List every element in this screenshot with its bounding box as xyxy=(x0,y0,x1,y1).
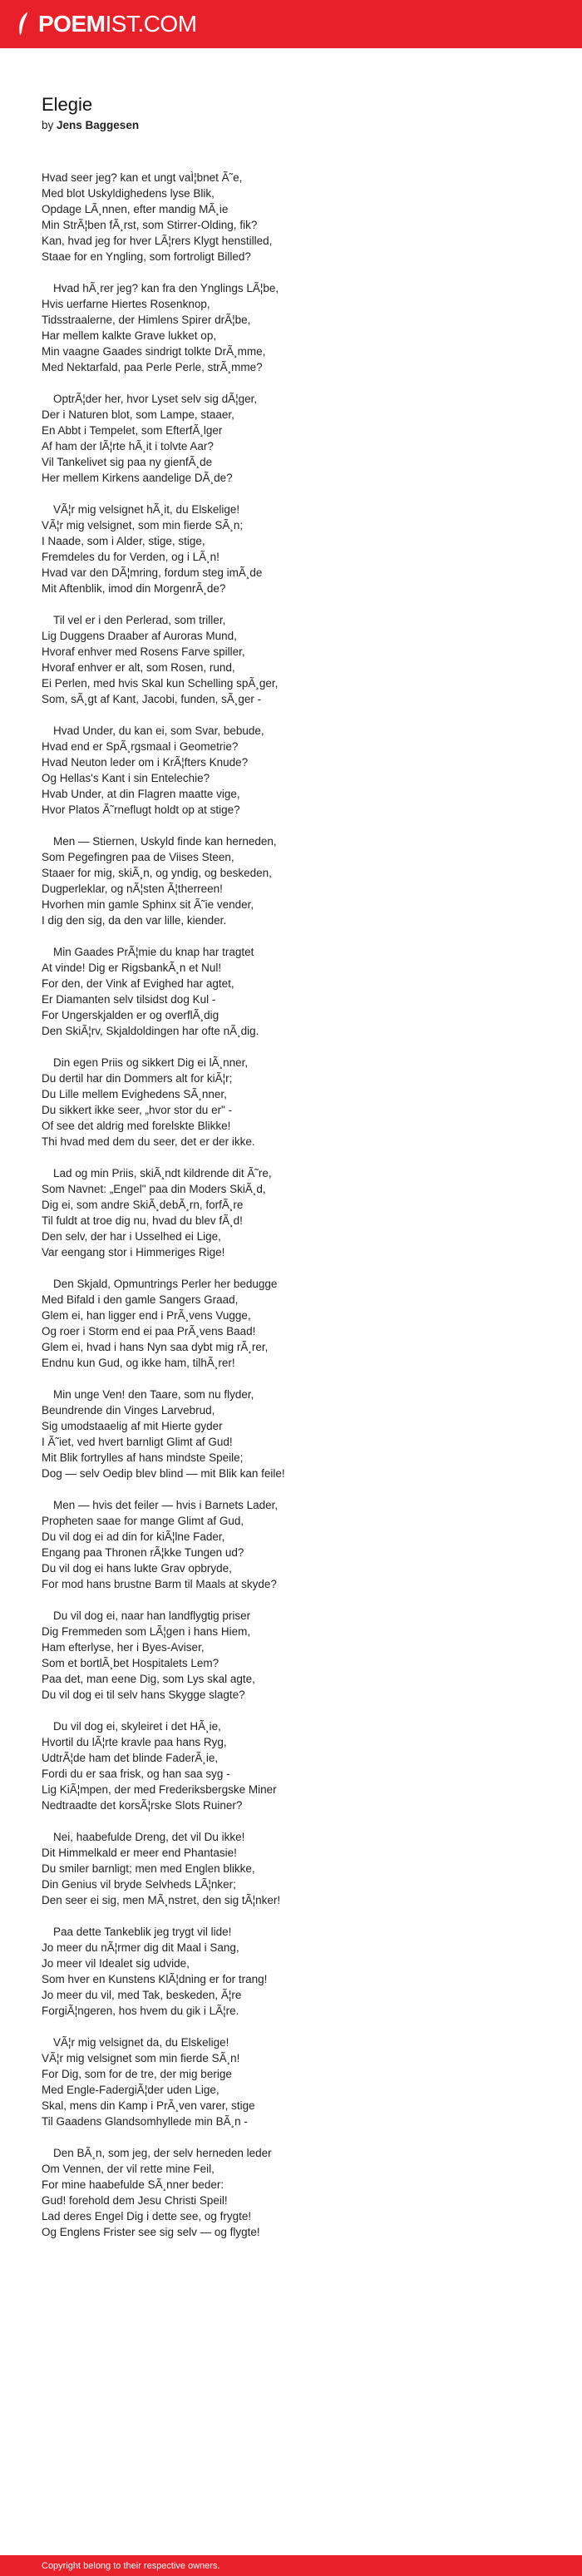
poem-stanza xyxy=(42,1387,557,1481)
logo-text xyxy=(38,10,197,38)
poem-line: Nei, haabefulde Dreng, det vil Du ikke! xyxy=(53,1831,245,1843)
poem-line: Min StrÃ¦ben fÃ¸rst, som Stirrer-Olding, fik? xyxy=(42,219,258,231)
poem-line: Min Gaades PrÃ¦mie du knap har tragtet xyxy=(53,946,254,958)
poem-line: Til vel er i den Perlerad, som triller, xyxy=(53,614,226,626)
poem-line: Den SkiÃ¦rv, Skjaldoldingen har ofte nÃ¸dig. xyxy=(42,1025,259,1037)
poem-line: Staae for en Yngling, som fortroligt Billed? xyxy=(42,250,251,263)
logo-text-bold: POEM xyxy=(38,11,106,37)
poem-line: Hvab Under, at din Flagren maatte vige, xyxy=(42,788,240,800)
poem-line: Hvorhen min gamle Sphinx sit Ã˜ie vender, xyxy=(42,898,254,911)
byline-prefix: by xyxy=(42,119,54,131)
poem-line: Som, sÃ¸gt af Kant, Jacobi, funden, sÃ¸ger - xyxy=(42,693,262,705)
poem-line: VÃ¦r mig velsignet hÃ¸it, du Elskelige! xyxy=(53,503,240,516)
poem-line: Jo meer du nÃ¦rmer dig dit Maal i Sang, xyxy=(42,1941,239,1954)
poem-line: Du vil dog ei, skyleiret i det HÃ¸ie, xyxy=(53,1720,221,1733)
poem-line: Der i Naturen blot, som Lampe, staaer, xyxy=(42,408,234,421)
poem-stanza xyxy=(42,944,557,1039)
poem-line: Jo meer vil Idealet sig udvide, xyxy=(42,1957,190,1970)
poem-line: Du vil dog ei ad din for kiÃ¦lne Fader, xyxy=(42,1530,225,1543)
poem-line: Til Gaadens Glandsomhyllede min BÃ¸n - xyxy=(42,2115,248,2128)
poem-stanza xyxy=(42,1608,557,1703)
poem-line: Sig umodstaaelig af mit Hierte gyder xyxy=(42,1420,223,1432)
poem-line: Dog — selv Oedip blev blind — mit Blik kan feile! xyxy=(42,1467,285,1480)
poem-line: UdtrÃ¦de ham det blinde FaderÃ¸ie, xyxy=(42,1752,219,1764)
poem-stanza xyxy=(42,1276,557,1371)
site-footer xyxy=(0,2555,582,2576)
poem-line: Dit Himmelkald er meer end Phantasie! xyxy=(42,1847,237,1859)
poem-line: Dugperleklar, og nÃ¦sten Ã¦therreen! xyxy=(42,883,223,895)
poem-stanza xyxy=(42,1165,557,1260)
poem-line: Thi hvad med dem du seer, det er der ikke. xyxy=(42,1135,255,1148)
poem-line: Paa det, man eene Dig, som Lys skal agte, xyxy=(42,1673,255,1685)
poem-line: Men — Stiernen, Uskyld finde kan herneden, xyxy=(53,835,277,848)
poem-line: Og Englens Frister see sig selv — og flygte! xyxy=(42,2226,260,2238)
poem-line: Og roer i Storm end ei paa PrÃ¸vens Baad! xyxy=(42,1325,256,1337)
poem-line: Du vil dog ei, naar han landflygtig priser xyxy=(53,1609,251,1622)
poem-title: Elegie xyxy=(42,94,93,115)
poem-line: Kan, hvad jeg for hver LÃ¦rers Klygt henstilled, xyxy=(42,235,273,247)
poem-line: Du vil dog ei til selv hans Skygge slagte? xyxy=(42,1688,245,1701)
poem-stanza xyxy=(42,391,557,486)
poem-line: Din Genius vil bryde Selvheds LÃ¦nker; xyxy=(42,1878,236,1891)
poem-line: For den, der Vink af Evighed har agtet, xyxy=(42,977,234,990)
poem-line: Nedtraadte det korsÃ¦rske Slots Ruiner? xyxy=(42,1799,243,1812)
poem-line: Du vil dog ei hans lukte Grav opbryde, xyxy=(42,1562,232,1575)
poem-line: For Dig, som for de tre, der mig berige xyxy=(42,2068,232,2080)
poem-line: For mine haabefulde SÃ¸nner beder: xyxy=(42,2178,224,2191)
poem-line: Af ham der lÃ¦rte hÃ¸it i tolvte Aar? xyxy=(42,440,214,452)
poem-line: VÃ¦r mig velsignet, som min fierde SÃ¸n; xyxy=(42,519,244,532)
poem-line: Hvad Neuton leder om i KrÃ¦fters Knude? xyxy=(42,756,249,769)
poem-line: Du sikkert ikke seer, „hvor stor du er" - xyxy=(42,1104,233,1116)
poem-line: Hvis uerfarne Hiertes Rosenknop, xyxy=(42,298,210,310)
poem-line: Med blot Uskyldighedens lyse Blik, xyxy=(42,187,215,200)
poem-stanza xyxy=(42,612,557,707)
poem-line: Lig Duggens Draaber af Auroras Mund, xyxy=(42,630,237,642)
poem-line: Hvad end er SpÃ¸rgsmaal i Geometrie? xyxy=(42,740,239,753)
poem-line: Lad deres Engel Dig i dette see, og frygte! xyxy=(42,2210,252,2222)
poem-line: Of see det aldrig med forelskte Blikke! xyxy=(42,1120,231,1132)
poem-line: Din egen Priis og sikkert Dig ei lÃ¸nner, xyxy=(53,1056,249,1069)
poem-line: Opdage LÃ¸nnen, efter mandig MÃ¸ie xyxy=(42,203,229,215)
poem-line: Min vaagne Gaades sindrigt tolkte DrÃ¸mme, xyxy=(42,345,266,358)
poem-stanza xyxy=(42,1924,557,2019)
poem-body xyxy=(42,170,557,2240)
poem-line: Er Diamanten selv tilsidst dog Kul - xyxy=(42,993,216,1006)
poem-stanza xyxy=(42,2145,557,2240)
poem-line: ForgiÃ¦ngeren, hos hvem du gik i LÃ¦re. xyxy=(42,2005,239,2017)
poem-line: Som hver en Kunstens KlÃ¦dning er for trang! xyxy=(42,1973,268,1985)
poem-line: Hvoraf enhver med Rosens Farve spiller, xyxy=(42,645,245,658)
poem-line: Med Bifald i den gamle Sangers Graad, xyxy=(42,1293,239,1306)
poem-line: I Ã˜iet, ved hvert barnligt Glimt af Gud! xyxy=(42,1436,233,1448)
poem-line: Glem ei, hvad i hans Nyn saa dybt mig rÃ¸rer, xyxy=(42,1341,269,1353)
poem-line: Den selv, der har i Usselhed ei Lige, xyxy=(42,1230,221,1243)
poem-stanza xyxy=(42,170,557,265)
poem-line: Endnu kun Gud, og ikke ham, tilhÃ¸rer! xyxy=(42,1357,235,1369)
poem-line: Med Engle-FadergiÃ¦der uden Lige, xyxy=(42,2084,219,2096)
poem-line: At vinde! Dig er RigsbankÃ¸n et Nul! xyxy=(42,962,222,974)
poem-line: Dig Fremmeden som LÃ¦gen i hans Hiem, xyxy=(42,1625,251,1638)
poem-line: Du Lille mellem Evighedens SÃ¸nner, xyxy=(42,1088,227,1100)
poem-line: Til fuldt at troe dig nu, hvad du blev fÃ¸d! xyxy=(42,1214,243,1227)
logo-text-light: IST.COM xyxy=(105,11,197,37)
poem-line: Men — hvis det feiler — hvis i Barnets Lader, xyxy=(53,1499,279,1511)
poem-line: Lad og min Priis, skiÃ¸ndt kildrende dit Ã˜re, xyxy=(53,1167,272,1179)
poem-line: Skal, mens din Kamp i PrÃ¸ven varer, stige xyxy=(42,2099,255,2112)
poem-line: Hvor Platos Ã˜rneflugt holdt op at stige? xyxy=(42,803,240,816)
poem-line: Som Pegefingren paa de Viises Steen, xyxy=(42,851,234,863)
feather-quill-icon xyxy=(17,10,32,38)
poem-line: Hvortil du lÃ¦rte kravle paa hans Ryg, xyxy=(42,1736,227,1748)
poem-line: Hvoraf enhver er alt, som Rosen, rund, xyxy=(42,661,235,674)
poem-line: Beundrende din Vinges Larvebrud, xyxy=(42,1404,215,1417)
poem-line: Du smiler barnligt; men med Englen blikke, xyxy=(42,1862,255,1875)
poem-line: I dig den sig, da den var lille, kiender. xyxy=(42,914,227,927)
poem-line: Mit Blik fortrylles af hans mindste Speile; xyxy=(42,1451,244,1464)
poem-line: Og Hellas's Kant i sin Entelechie? xyxy=(42,772,210,784)
poem-line: Glem ei, han ligger end i PrÃ¸vens Vugge, xyxy=(42,1309,251,1322)
poem-line: Som et bortlÃ¸bet Hospitalets Lem? xyxy=(42,1657,219,1669)
poem-line: Tidsstraalerne, der Himlens Spirer drÃ¦be, xyxy=(42,314,251,326)
site-logo[interactable] xyxy=(17,10,197,38)
poem-line: Den Skjald, Opmuntrings Perler her bedugge xyxy=(53,1278,278,1290)
poem-line: Fordi du er saa frisk, og han saa syg - xyxy=(42,1768,230,1780)
poem-line: Min unge Ven! den Taare, som nu flyder, xyxy=(53,1388,254,1401)
copyright-notice: Copyright belong to their respective owners. xyxy=(42,2561,220,2571)
poem-line: For mod hans brustne Barm til Maals at skyde? xyxy=(42,1578,277,1590)
poem-line: Hvad seer jeg? kan et ungt vaÌ¦bnet Ã˜e, xyxy=(42,171,243,184)
poem-stanza xyxy=(42,833,557,928)
poem-line: Som Navnet: „Engel" paa din Moders SkiÃ¸d, xyxy=(42,1183,266,1195)
poem-stanza xyxy=(42,1718,557,1813)
poem-line: VÃ¦r mig velsignet da, du Elskelige! xyxy=(53,2036,229,2049)
poem-stanza xyxy=(42,1497,557,1592)
poem-line: I Naade, som i Alder, stige, stige, xyxy=(42,535,205,547)
poem-stanza xyxy=(42,2035,557,2129)
poem-line: Den seer ei sig, men MÃ¸nstret, den sig tÃ¦nker! xyxy=(42,1894,281,1906)
poem-line: For Ungerskjalden er og overflÃ¸dig xyxy=(42,1009,219,1021)
poem-line: Lig KiÃ¦mpen, der med Frederiksbergske Miner xyxy=(42,1783,277,1796)
poem-line: Her mellem Kirkens aandelige DÃ¸de? xyxy=(42,472,233,484)
poem-line: Dig ei, som andre SkiÃ¸debÃ¸rn, forfÃ¸re xyxy=(42,1199,244,1211)
poem-line: Hvad var den DÃ¦mring, fordum steg imÃ¸de xyxy=(42,566,263,579)
poem-line: Vil Tankelivet sig paa ny gienfÃ¸de xyxy=(42,456,213,468)
poem-line: OptrÃ¦der her, hvor Lyset selv sig dÃ¦ger, xyxy=(53,393,258,405)
site-header xyxy=(0,0,582,48)
poem-stanza xyxy=(42,723,557,818)
poem-line: Fremdeles du for Verden, og i LÃ¸n! xyxy=(42,551,219,563)
poem-line: Mit Aftenblik, imod din MorgenrÃ¸de? xyxy=(42,582,226,595)
poem-stanza xyxy=(42,1055,557,1150)
poem-content xyxy=(42,93,557,2256)
poem-stanza xyxy=(42,280,557,375)
poem-line: Du dertil har din Dommers alt for kiÃ¦r; xyxy=(42,1072,233,1085)
poem-author[interactable]: Jens Baggesen xyxy=(57,119,140,131)
poem-line: Jo meer du vil, med Tak, beskeden, Ã¦re xyxy=(42,1989,242,2001)
poem-line: VÃ¦r mig velsignet som min fierde SÃ¸n! xyxy=(42,2052,240,2064)
poem-line: Hvad hÃ¸rer jeg? kan fra den Ynglings LÃ¦be, xyxy=(53,282,279,294)
poem-line: Ei Perlen, med hvis Skal kun Schelling spÃ¸ger, xyxy=(42,677,279,690)
poem-line: Den BÃ¸n, som jeg, der selv herneden leder xyxy=(53,2147,272,2159)
poem-line: En Abbt i Tempelet, som EfterfÃ¸lger xyxy=(42,424,223,437)
poem-line: Propheten saae for mange Glimt af Gud, xyxy=(42,1515,244,1527)
poem-stanza xyxy=(42,1829,557,1908)
poem-line: Paa dette Tankeblik jeg trygt vil lide! xyxy=(53,1926,232,1938)
poem-line: Staaer for mig, skiÃ¸n, og yndig, og beskeden, xyxy=(42,867,272,879)
poem-line: Gud! forehold dem Jesu Christi Speil! xyxy=(42,2194,228,2207)
poem-stanza xyxy=(42,502,557,596)
poem-byline xyxy=(42,118,557,133)
poem-line: Engang paa Thronen rÃ¦kke Tungen ud? xyxy=(42,1546,244,1559)
poem-line: Hvad Under, du kan ei, som Svar, bebude, xyxy=(53,724,264,737)
poem-line: Ham efterlyse, her i Byes-Aviser, xyxy=(42,1641,205,1654)
poem-line: Har mellem kalkte Grave lukket op, xyxy=(42,329,217,342)
poem-line: Var eengang stor i Himmeriges Rige! xyxy=(42,1246,225,1258)
poem-line: Med Nektarfald, paa Perle Perle, strÃ¸mme? xyxy=(42,361,263,373)
poem-line: Om Vennen, der vil rette mine Feil, xyxy=(42,2163,215,2175)
